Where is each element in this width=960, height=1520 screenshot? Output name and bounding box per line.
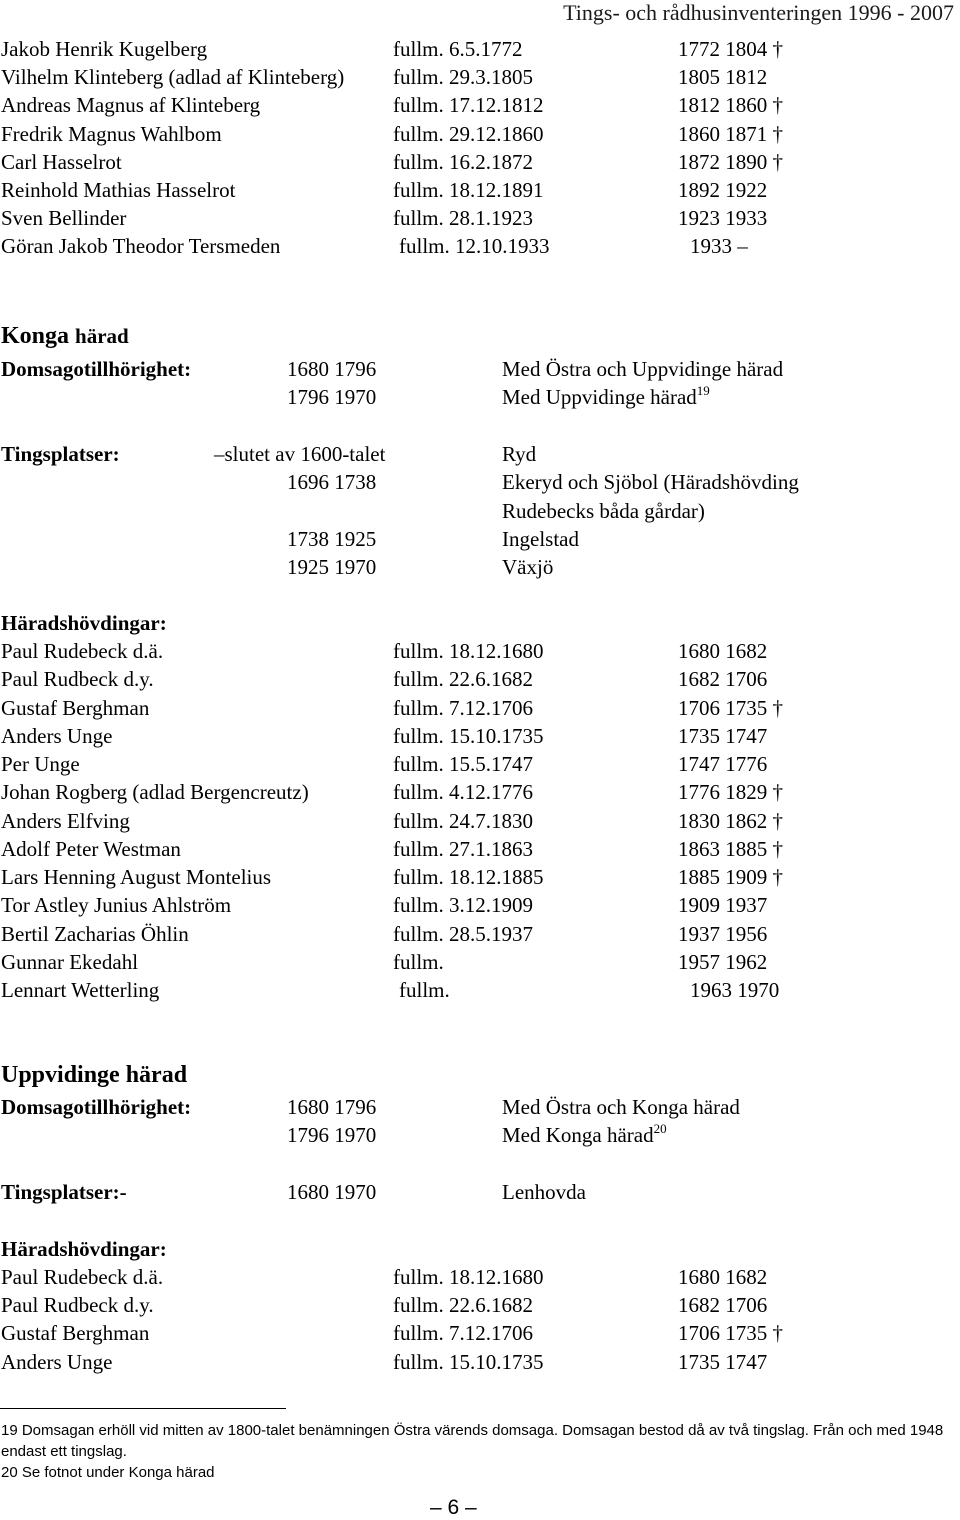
appointment: fullm. 18.12.1680 xyxy=(393,639,544,663)
name: Lennart Wetterling xyxy=(1,978,160,1002)
name: Reinhold Mathias Hasselrot xyxy=(1,178,236,202)
table-row xyxy=(0,891,960,919)
appointment: fullm. 28.5.1937 xyxy=(393,922,533,946)
name: Lars Henning August Montelius xyxy=(1,865,272,889)
place: Ingelstad xyxy=(502,527,579,551)
name: Gustaf Berghman xyxy=(1,1321,150,1345)
name: Fredrik Magnus Wahlbom xyxy=(1,122,222,146)
period: 1735 1747 xyxy=(678,1350,768,1374)
name: Paul Rudbeck d.y. xyxy=(1,1293,154,1317)
appointment: fullm. 12.10.1933 xyxy=(399,234,550,258)
tingsplatser-label: Tingsplatser:- xyxy=(1,1180,127,1204)
place: Ekeryd och Sjöbol (Häradshövding xyxy=(502,470,799,494)
section-title-konga xyxy=(1,323,129,350)
appointment: fullm. 15.10.1735 xyxy=(393,724,544,748)
name: Anders Elfving xyxy=(1,809,130,833)
list-item xyxy=(0,176,960,204)
list-item xyxy=(0,232,960,260)
table-row xyxy=(0,863,960,891)
table-row xyxy=(0,920,960,948)
name: Anders Unge xyxy=(1,1350,113,1374)
appointment: fullm. 15.5.1747 xyxy=(393,752,533,776)
table-row xyxy=(0,637,960,665)
name: Tor Astley Junius Ahlström xyxy=(1,893,232,917)
table-row xyxy=(0,665,960,693)
tingsplats-row xyxy=(0,1178,960,1206)
appointment: fullm. 22.6.1682 xyxy=(393,1293,533,1317)
domsaga-text: Med Östra och Konga härad xyxy=(502,1095,740,1119)
table-row xyxy=(0,778,960,806)
domsaga-text xyxy=(502,1121,667,1149)
table-row xyxy=(0,750,960,778)
period: 1805 1812 xyxy=(678,65,768,89)
hovdingar-heading xyxy=(0,1235,960,1263)
list-item xyxy=(0,63,960,91)
name: Andreas Magnus af Klinteberg xyxy=(1,93,261,117)
table-row xyxy=(0,835,960,863)
period: 1682 1706 xyxy=(678,667,768,691)
period: 1863 1885 † xyxy=(678,837,783,861)
domsaga-text: Med Östra och Uppvidinge härad xyxy=(502,357,784,381)
footnote-19: 19 Domsagan erhöll vid mitten av 1800-talet benämningen Östra värends domsaga. Domsagan bestod då av två tingslag. Från och med 1948 endast ett tingslag. xyxy=(1,1422,944,1460)
tingsplats-row xyxy=(0,553,960,581)
tingsplats-row xyxy=(0,468,960,496)
domsaga-label: Domsagotillhörighet: xyxy=(1,357,192,381)
appointment: fullm. 18.12.1885 xyxy=(393,865,544,889)
table-row xyxy=(0,694,960,722)
appointment: fullm. 4.12.1776 xyxy=(393,780,533,804)
appointment: fullm. 7.12.1706 xyxy=(393,696,533,720)
appointment: fullm. 18.12.1680 xyxy=(393,1265,544,1289)
name: Anders Unge xyxy=(1,724,113,748)
period: 1957 1962 xyxy=(678,950,768,974)
footnote-separator xyxy=(0,1408,286,1409)
period: 1937 1956 xyxy=(678,922,768,946)
place: Växjö xyxy=(502,555,554,579)
appointment: fullm. 3.12.1909 xyxy=(393,893,533,917)
hovdingar-label: Häradshövdingar: xyxy=(1,1237,167,1261)
table-row xyxy=(0,722,960,750)
period: 1696 1738 xyxy=(287,470,377,494)
table-row xyxy=(0,1319,960,1347)
appointment: fullm. xyxy=(399,978,450,1002)
name: Jakob Henrik Kugelberg xyxy=(1,37,208,61)
name: Gustaf Berghman xyxy=(1,696,150,720)
hovdingar-label: Häradshövdingar: xyxy=(1,611,167,635)
period: 1747 1776 xyxy=(678,752,768,776)
place: Rudebecks båda gårdar) xyxy=(502,499,705,523)
period: 1776 1829 † xyxy=(678,780,783,804)
domsaga-text-value: Med Konga härad xyxy=(502,1123,654,1147)
tingsplats-row xyxy=(0,525,960,553)
running-header: Tings- och rådhusinventeringen 1996 - 2007 xyxy=(563,0,954,25)
table-row xyxy=(0,1291,960,1319)
place: Lenhovda xyxy=(502,1180,586,1204)
appointment: fullm. 22.6.1682 xyxy=(393,667,533,691)
tingsplatser-label: Tingsplatser: xyxy=(1,442,120,466)
footnote-20: 20 Se fotnot under Konga härad xyxy=(1,1464,215,1481)
appointment: fullm. 29.3.1805 xyxy=(393,65,533,89)
domsaga-text xyxy=(502,383,710,411)
period: –slutet av 1600-talet xyxy=(214,442,386,466)
appointment: fullm. 6.5.1772 xyxy=(393,37,523,61)
appointment: fullm. 28.1.1923 xyxy=(393,206,533,230)
period: 1796 1970 xyxy=(287,385,377,409)
appointment: fullm. 15.10.1735 xyxy=(393,1350,544,1374)
period: 1860 1871 † xyxy=(678,122,783,146)
appointment: fullm. 18.12.1891 xyxy=(393,178,544,202)
list-item xyxy=(0,120,960,148)
appointment: fullm. 27.1.1863 xyxy=(393,837,533,861)
list-item xyxy=(0,91,960,119)
name: Adolf Peter Westman xyxy=(1,837,181,861)
appointment: fullm. xyxy=(393,950,444,974)
period: 1738 1925 xyxy=(287,527,377,551)
table-row xyxy=(0,807,960,835)
name: Johan Rogberg (adlad Bergencreutz) xyxy=(1,780,309,804)
section-title-main: Konga xyxy=(1,323,70,349)
period: 1812 1860 † xyxy=(678,93,783,117)
section-title-uppvidinge: Uppvidinge härad xyxy=(1,1062,188,1088)
name: Per Unge xyxy=(1,752,80,776)
appointment: fullm. 24.7.1830 xyxy=(393,809,533,833)
domsaga-row xyxy=(0,383,960,411)
name: Göran Jakob Theodor Tersmeden xyxy=(1,234,281,258)
name: Vilhelm Klinteberg (adlad af Klinteberg) xyxy=(1,65,345,89)
name: Gunnar Ekedahl xyxy=(1,950,139,974)
name: Paul Rudebeck d.ä. xyxy=(1,1265,164,1289)
period: 1680 1796 xyxy=(287,1095,377,1119)
period: 1963 1970 xyxy=(690,978,780,1002)
table-row xyxy=(0,1263,960,1291)
place: Ryd xyxy=(502,442,537,466)
period: 1933 – xyxy=(690,234,748,258)
tingsplats-row xyxy=(0,497,960,525)
section-title-suffix: härad xyxy=(75,324,129,348)
tingsplats-row xyxy=(0,440,960,468)
period: 1735 1747 xyxy=(678,724,768,748)
hovdingar-heading xyxy=(0,609,960,637)
footnote-ref[interactable]: 19 xyxy=(696,383,710,398)
footnote-ref[interactable]: 20 xyxy=(653,1121,667,1136)
name: Carl Hasselrot xyxy=(1,150,122,174)
page-number: – 6 – xyxy=(430,1496,477,1519)
domsaga-row xyxy=(0,355,960,383)
appointment: fullm. 17.12.1812 xyxy=(393,93,544,117)
table-row xyxy=(0,1348,960,1376)
period: 1680 1970 xyxy=(287,1180,377,1204)
period: 1706 1735 † xyxy=(678,696,783,720)
table-row xyxy=(0,976,960,1004)
domsaga-label: Domsagotillhörighet: xyxy=(1,1095,192,1119)
appointment: fullm. 29.12.1860 xyxy=(393,122,544,146)
period: 1830 1862 † xyxy=(678,809,783,833)
domsaga-text-value: Med Uppvidinge härad xyxy=(502,385,697,409)
domsaga-row xyxy=(0,1121,960,1149)
name: Sven Bellinder xyxy=(1,206,127,230)
domsaga-row xyxy=(0,1093,960,1121)
period: 1925 1970 xyxy=(287,555,377,579)
name: Paul Rudbeck d.y. xyxy=(1,667,154,691)
period: 1680 1796 xyxy=(287,357,377,381)
period: 1885 1909 † xyxy=(678,865,783,889)
period: 1892 1922 xyxy=(678,178,768,202)
period: 1772 1804 † xyxy=(678,37,783,61)
table-row xyxy=(0,948,960,976)
period: 1872 1890 † xyxy=(678,150,783,174)
period: 1680 1682 xyxy=(678,639,768,663)
period: 1796 1970 xyxy=(287,1123,377,1147)
period: 1923 1933 xyxy=(678,206,768,230)
period: 1706 1735 † xyxy=(678,1321,783,1345)
period: 1909 1937 xyxy=(678,893,768,917)
list-item xyxy=(0,204,960,232)
list-item xyxy=(0,35,960,63)
list-item xyxy=(0,148,960,176)
name: Paul Rudebeck d.ä. xyxy=(1,639,164,663)
name: Bertil Zacharias Öhlin xyxy=(1,922,189,946)
appointment: fullm. 16.2.1872 xyxy=(393,150,533,174)
period: 1680 1682 xyxy=(678,1265,768,1289)
period: 1682 1706 xyxy=(678,1293,768,1317)
appointment: fullm. 7.12.1706 xyxy=(393,1321,533,1345)
